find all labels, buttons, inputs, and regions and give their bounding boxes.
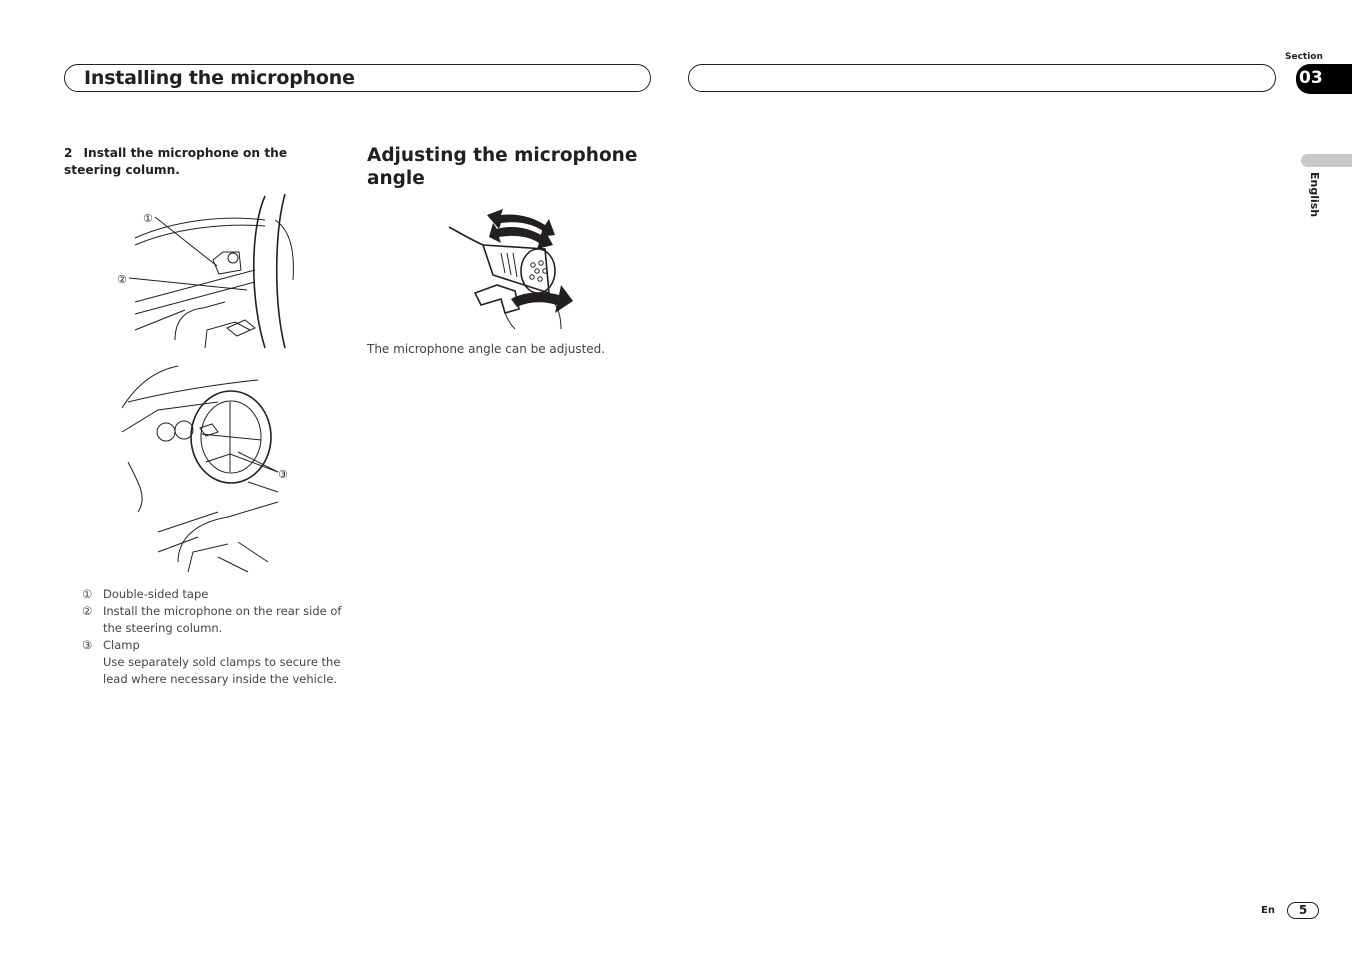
page-number: 5 (1287, 902, 1319, 919)
microphone-angle-figure (445, 205, 575, 330)
section-label: Section (1285, 52, 1323, 62)
language-tab (1301, 154, 1352, 167)
callout-mark: ① (82, 587, 93, 601)
section-number: 03 (1299, 68, 1323, 88)
list-item (82, 586, 352, 603)
callout-text: Clamp Use separately sold clamps to secure the lead where necessary inside the vehicle. (103, 638, 341, 686)
step-number: 2 (64, 146, 73, 160)
dashboard-clamp-figure (118, 362, 298, 574)
list-item (82, 637, 352, 688)
callout-1-label: ① (143, 212, 153, 225)
callout-2-label: ② (117, 273, 127, 286)
callout-mark: ② (82, 604, 93, 618)
steering-column-closeup-figure (115, 190, 300, 350)
header-title-frame (64, 64, 651, 92)
list-item (82, 603, 352, 637)
callout-list (82, 586, 352, 688)
callout-3-label: ③ (278, 468, 288, 481)
step-text: Install the microphone on the steering column. (64, 146, 288, 177)
header-blank-frame (688, 64, 1276, 92)
callout-text: Double-sided tape (103, 587, 209, 601)
language-label: English (1308, 172, 1321, 218)
section-heading: Adjusting the microphone angle (367, 145, 638, 189)
callout-text: Install the microphone on the rear side of the steering column. (103, 604, 342, 635)
figure-caption: The microphone angle can be adjusted. (367, 342, 606, 356)
page-title: Installing the microphone (84, 67, 355, 89)
step-heading (64, 145, 334, 179)
callout-mark: ③ (82, 638, 93, 652)
footer-language: En (1261, 905, 1275, 916)
